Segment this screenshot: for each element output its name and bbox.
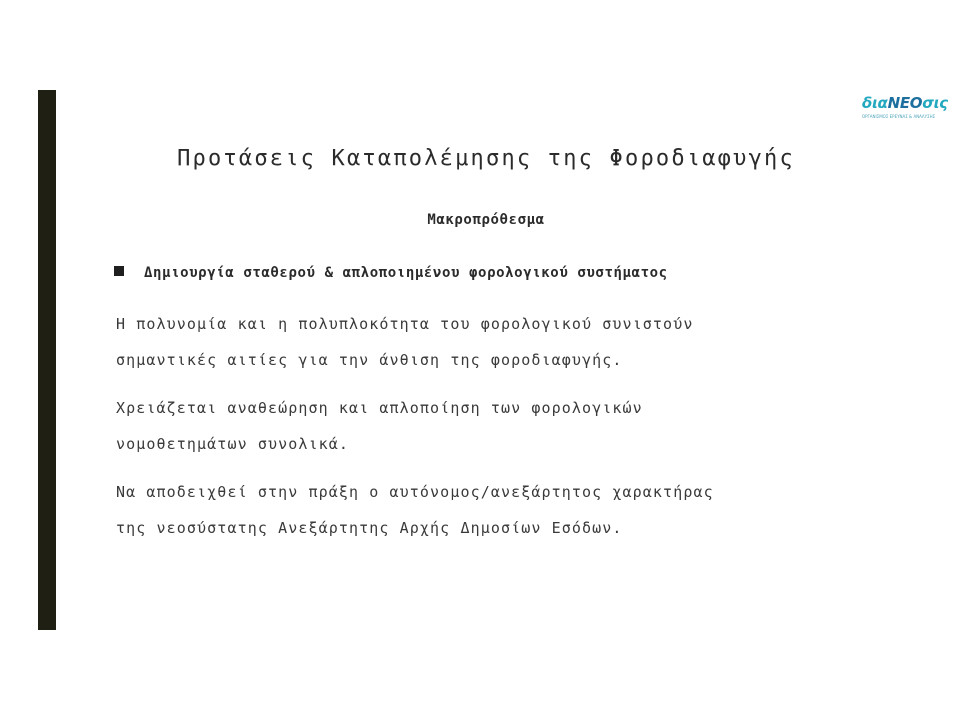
slide-title: Προτάσεις Καταπολέμησης της Φοροδιαφυγής — [177, 146, 795, 171]
square-bullet-icon — [114, 266, 124, 276]
logo-tagline: ΟΡΓΑΝΙΣΜΟΣ ΕΡΕΥΝΑΣ & ΑΝΑΛΥΣΗΣ — [862, 114, 936, 119]
paragraph-line: Χρειάζεται αναθεώρηση και απλοποίηση των φορολογικών — [116, 399, 643, 417]
paragraph-1 — [116, 306, 856, 378]
dianeosis-logo — [862, 94, 948, 126]
paragraph-2 — [116, 390, 856, 462]
bullet-item — [114, 262, 854, 281]
section-subtitle: Μακροπρόθεσμα — [427, 212, 545, 228]
paragraph-line: της νεοσύστατης Ανεξάρτητης Αρχής Δημοσίων Εσόδων. — [116, 519, 623, 537]
paragraph-3 — [116, 474, 856, 546]
paragraph-line: σημαντικές αιτίες για την άνθιση της φοροδιαφυγής. — [116, 351, 623, 369]
paragraph-line: νομοθετημάτων συνολικά. — [116, 435, 350, 453]
accent-bar — [38, 90, 56, 630]
logo-wordmark: διαΝΕΟσις — [862, 94, 948, 112]
paragraph-line: Να αποδειχθεί στην πράξη ο αυτόνομος/ανεξάρτητος χαρακτήρας — [116, 483, 714, 501]
paragraph-line: Η πολυνομία και η πολυπλοκότητα του φορολογικού συνιστούν — [116, 315, 694, 333]
bullet-text: Δημιουργία σταθερού & απλοποιημένου φορολογικού συστήματος — [144, 265, 668, 281]
